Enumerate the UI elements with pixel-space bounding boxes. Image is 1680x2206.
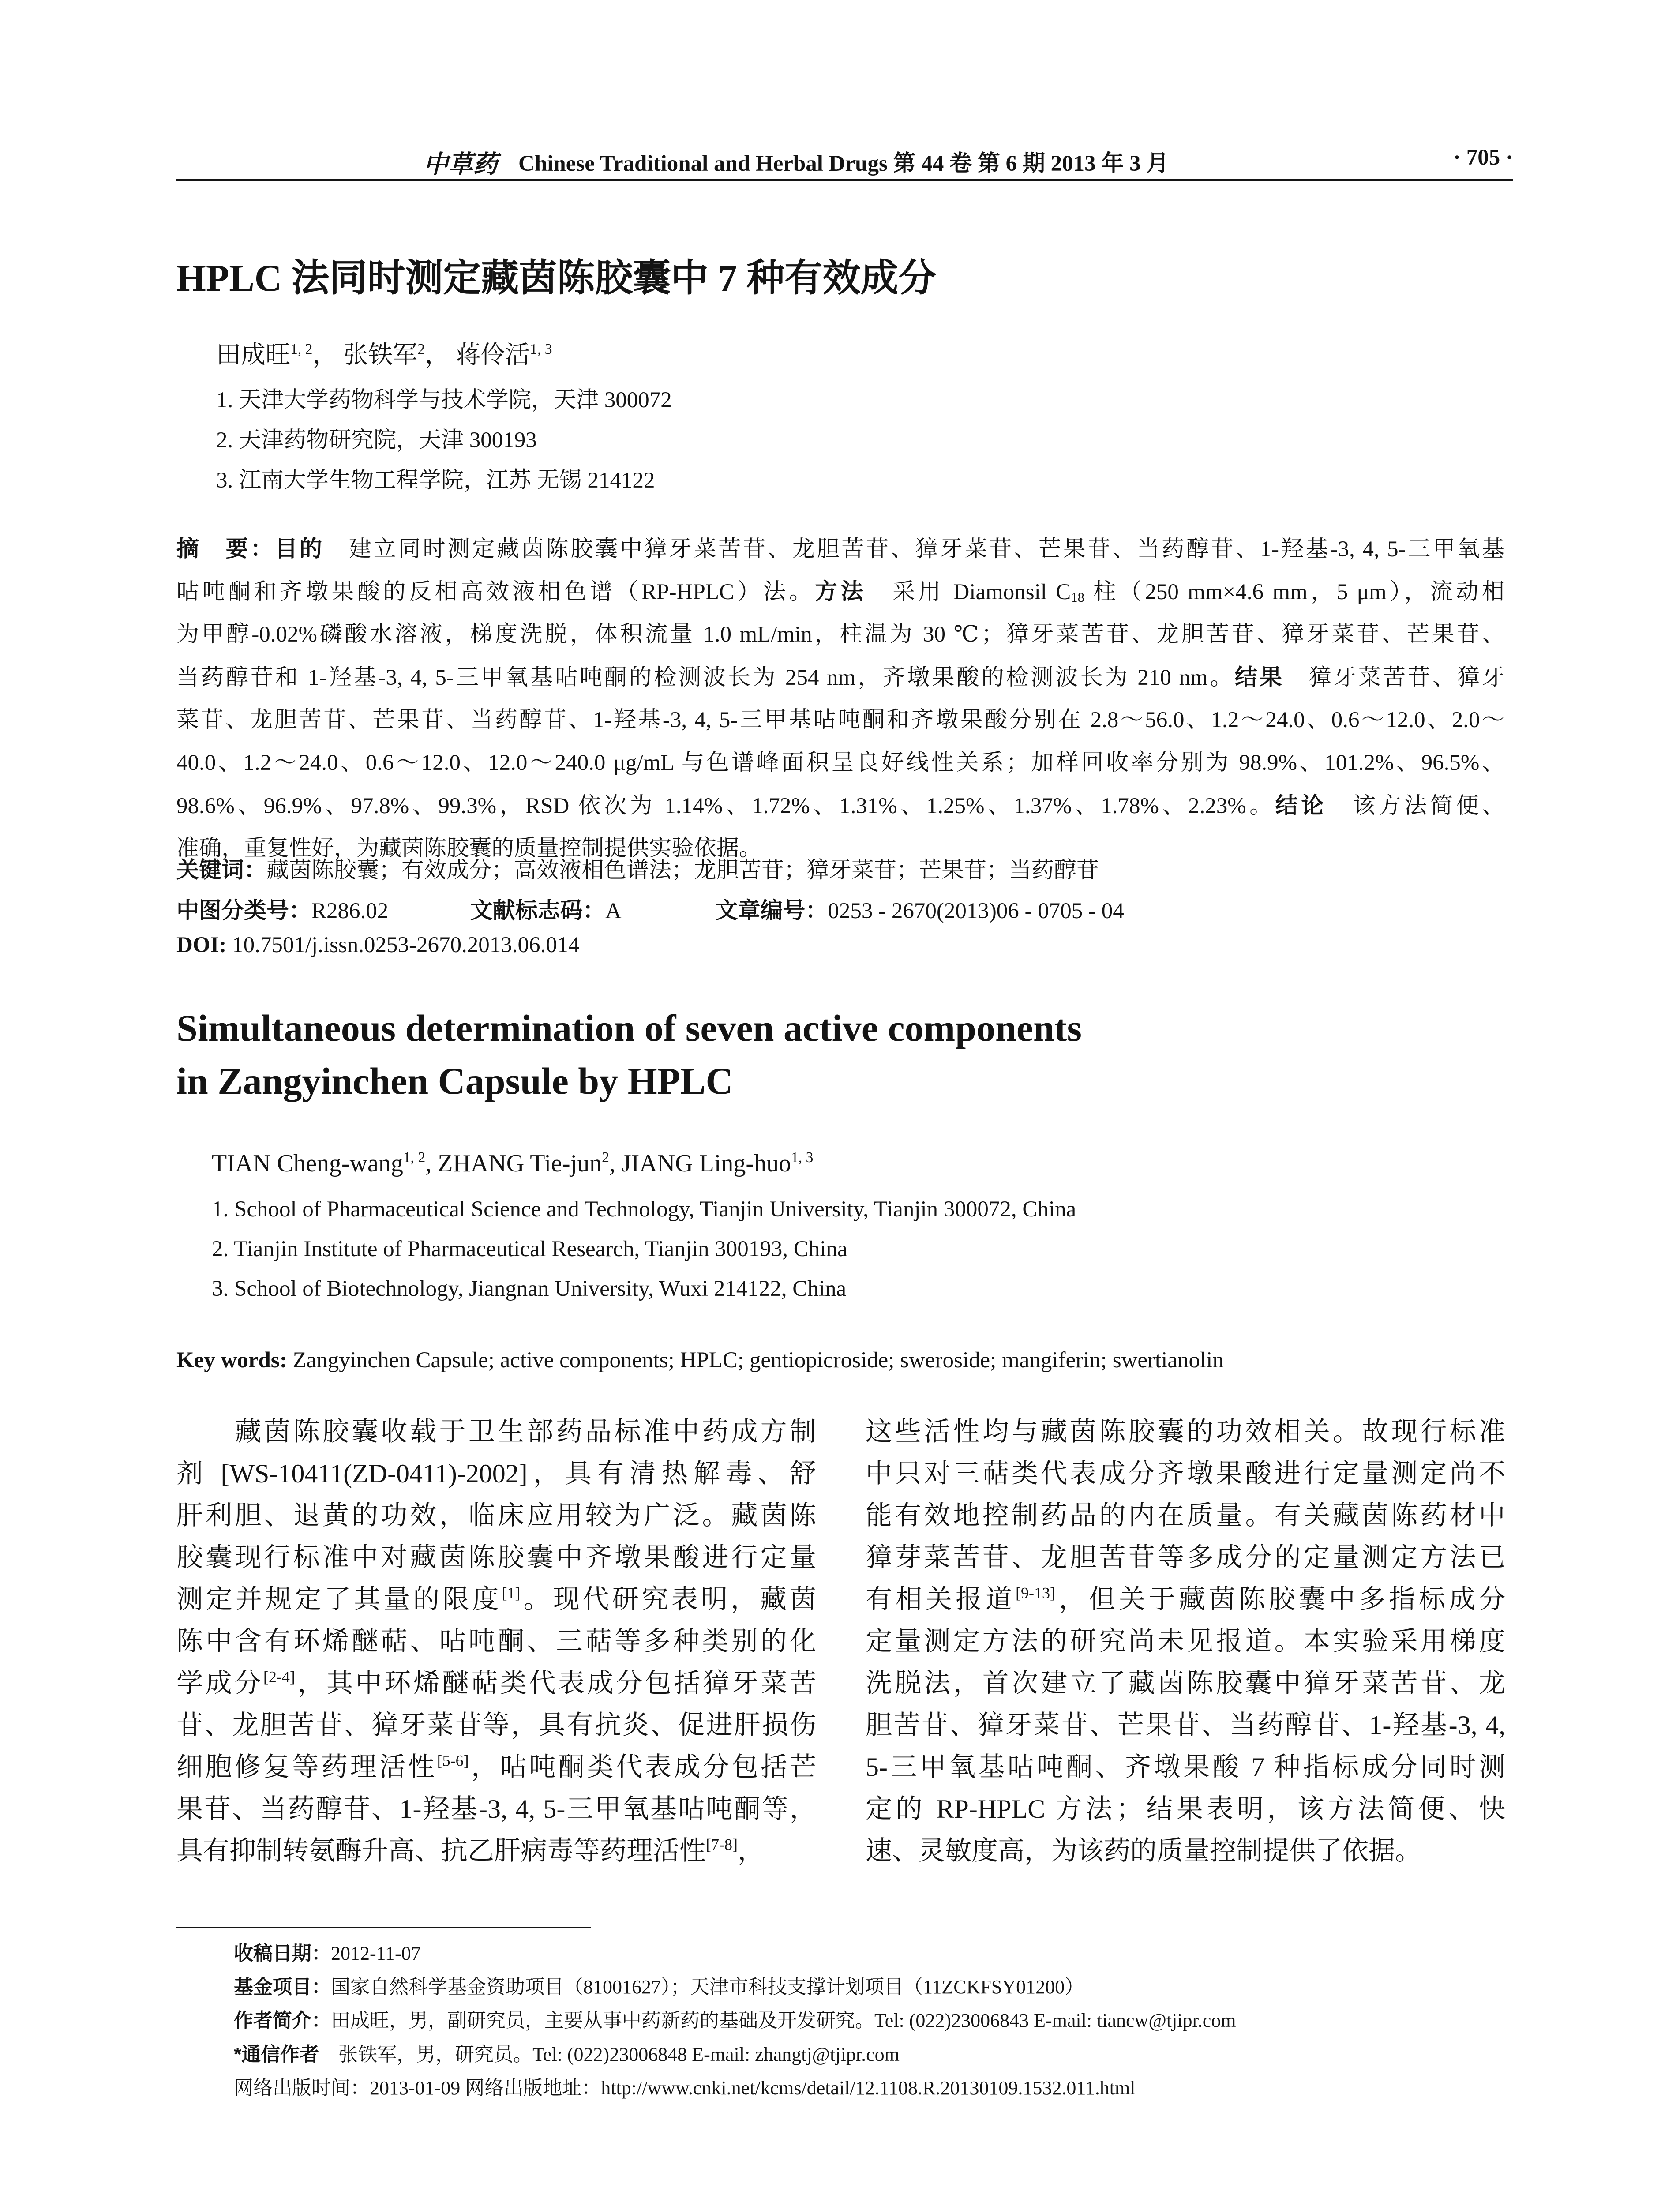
author-affil-mark: 2 xyxy=(602,1149,609,1166)
text-run: 速、灵敏度高，为该药的质量控制提供了依据。 xyxy=(866,1836,1421,1865)
title-english xyxy=(176,1002,1082,1107)
text-run: 当药醇苷和 1-羟基-3, 4, 5-三甲氧基呫吨酮的检测波长为 254 nm，齐墩果酸的检测波长为 210 nm。 xyxy=(176,665,1235,690)
text-run: 獐牙菜苦苷、獐牙 xyxy=(1284,665,1504,690)
text-run: 柱（250 mm×4.6 mm，5 μm），流动相 xyxy=(1084,580,1504,604)
page-number: · 705 · xyxy=(1453,145,1513,170)
author-affil-mark: 1, 3 xyxy=(791,1149,814,1166)
body-line xyxy=(866,1746,1505,1788)
journal-citation: Chinese Traditional and Herbal Drugs 第 44 卷 第 6 期 2013 年 3 月 xyxy=(518,151,1169,176)
footnote-text: 网络出版时间：2013-01-09 网络出版地址：http://www.cnki.net/kcms/detail/12.1108.R.20130109.1532.011.html xyxy=(234,2077,1136,2099)
affiliation-en-3: 3. School of Biotechnology, Jiangnan University, Wuxi 214122, China xyxy=(212,1276,847,1301)
article-no-value: 0253 - 2670(2013)06 - 0705 - 04 xyxy=(828,899,1124,923)
abstract-line xyxy=(176,613,1504,656)
title-english-line: in Zangyinchen Capsule by HPLC xyxy=(176,1060,733,1102)
text-run: 定量测定方法的研究尚未见报道。本实验采用梯度 xyxy=(866,1627,1505,1656)
body-line xyxy=(176,1746,816,1788)
text-run: 苷、龙胆苦苷、獐牙菜苷等，具有抗炎、促进肝损伤 xyxy=(176,1711,816,1740)
abstract-line xyxy=(176,784,1504,827)
text-run: 测定并规定了其量的限度 xyxy=(176,1585,502,1614)
footnote-label: 收稿日期： xyxy=(234,1943,331,1964)
body-line xyxy=(176,1621,816,1662)
text-run: 98.6%、96.9%、97.8%、99.3%，RSD 依次为 1.14%、1.72%、1.31%、1.25%、1.37%、1.78%、2.23%。 xyxy=(176,794,1275,818)
body-line xyxy=(866,1579,1505,1621)
author-name: JIANG Ling-huo xyxy=(621,1150,791,1177)
text-run: ，但关于藏茵陈胶囊中多指标成分 xyxy=(1055,1585,1506,1614)
abstract-line xyxy=(176,656,1504,699)
body-line xyxy=(866,1704,1505,1746)
classification-line xyxy=(176,892,1124,925)
text-run: 具有抑制转氨酶升高、抗乙肝病毒等药理活性 xyxy=(176,1836,706,1865)
body-column-left xyxy=(176,1411,816,1872)
text-run: 定的 RP-HPLC 方法；结果表明，该方法简便、快 xyxy=(866,1794,1505,1823)
journal-logo: 中草药 xyxy=(424,151,498,178)
author-affil-mark: 1, 2 xyxy=(290,341,313,358)
body-line xyxy=(176,1411,816,1453)
title-english-line: Simultaneous determination of seven active components xyxy=(176,1007,1082,1049)
footnote-label: 作者简介： xyxy=(234,2010,331,2031)
body-line xyxy=(176,1453,816,1495)
body-line xyxy=(866,1788,1505,1830)
text-run: 细胞修复等药理活性 xyxy=(176,1752,437,1782)
section-label: 目的 xyxy=(275,536,324,561)
text-run: 准确，重复性好，为藏茵陈胶囊的质量控制提供实验依据。 xyxy=(176,836,762,861)
text-run: 这些活性均与藏茵陈胶囊的功效相关。故现行标准 xyxy=(866,1417,1505,1446)
text-run: 獐芽菜苦苷、龙胆苦苷等多成分的定量测定方法已 xyxy=(866,1543,1505,1572)
doi-line xyxy=(176,932,580,958)
footnote-received xyxy=(234,1937,421,1966)
author-separator: , xyxy=(609,1150,622,1177)
author-name: ZHANG Tie-jun xyxy=(438,1150,602,1177)
body-line xyxy=(176,1495,816,1537)
author-separator: , xyxy=(425,1150,438,1177)
body-line xyxy=(866,1411,1505,1453)
body-line xyxy=(866,1830,1505,1872)
body-line xyxy=(176,1704,816,1746)
doc-code-value: A xyxy=(605,899,620,923)
body-line xyxy=(176,1830,816,1872)
abstract-line xyxy=(176,528,1504,570)
author-name: 蒋伶活 xyxy=(456,341,530,369)
footnote-funding xyxy=(234,1971,1084,1999)
text-run: 40.0、1.2～24.0、0.6～12.0、12.0～240.0 μg/mL 与色谱峰面积呈良好线性关系；加样回收率分别为 98.9%、101.2%、96.5%、 xyxy=(176,750,1504,775)
affiliation-cn-2: 2. 天津药物研究院，天津 300193 xyxy=(216,428,537,453)
footnote-label: *通信作者 xyxy=(234,2044,319,2065)
body-line xyxy=(176,1579,816,1621)
text-run: 呫吨酮和齐墩果酸的反相高效液相色谱（RP-HPLC）法。 xyxy=(176,580,815,604)
text-run: 学成分 xyxy=(176,1669,263,1698)
abstract-chinese xyxy=(176,528,1504,870)
text-run: 洗脱法，首次建立了藏茵陈胶囊中獐牙菜苦苷、龙 xyxy=(866,1669,1505,1698)
text-run: 菜苷、龙胆苦苷、芒果苷、当药醇苷、1-羟基-3, 4, 5-三甲基呫吨酮和齐墩果酸分别在 2.8～56.0、1.2～24.0、0.6～12.0、2.0～ xyxy=(176,708,1504,732)
section-label: 摘 要： xyxy=(176,536,275,561)
section-label: 结论 xyxy=(1275,793,1327,818)
doc-code-label: 文献标志码： xyxy=(470,898,605,923)
author-name: TIAN Cheng-wang xyxy=(212,1150,403,1177)
article-no-label: 文章编号： xyxy=(715,898,828,923)
text-run: 。现代研究表明，藏茵 xyxy=(520,1585,816,1614)
abstract-line xyxy=(176,742,1504,784)
text-run: 陈中含有环烯醚萜、呫吨酮、三萜等多种类别的化 xyxy=(176,1627,816,1656)
body-line xyxy=(176,1788,816,1830)
body-column-right xyxy=(866,1411,1505,1872)
body-line xyxy=(866,1662,1505,1704)
citation-ref: [7-8] xyxy=(706,1835,738,1853)
footnote-text: 国家自然科学基金资助项目（81001627）；天津市科技支撑计划项目（11ZCKFSY01200） xyxy=(331,1976,1084,1998)
body-line xyxy=(866,1537,1505,1579)
text-run: 藏茵陈胶囊收载于卫生部药品标准中药成方制 xyxy=(176,1417,816,1446)
body-line xyxy=(866,1621,1505,1662)
body-line xyxy=(866,1495,1505,1537)
section-label: 方法 xyxy=(815,579,867,604)
body-line xyxy=(176,1662,816,1704)
author-separator: ， xyxy=(312,341,338,369)
author-separator: ， xyxy=(425,341,450,369)
author-name: 张铁军 xyxy=(343,341,418,369)
text-run: 能有效地控制药品的内在质量。有关藏茵陈药材中 xyxy=(866,1501,1505,1530)
footnote-text: 田成旺，男，副研究员，主要从事中药新药的基础及开发研究。Tel: (022)23006843 E-mail: tiancw@tjipr.com xyxy=(331,2010,1236,2031)
keywords-english-text: Zangyinchen Capsule; active components; HPLC; gentiopicroside; sweroside; mangiferin; swertianolin xyxy=(287,1348,1224,1373)
author-affil-mark: 1, 2 xyxy=(403,1149,426,1166)
footnote-author-bio xyxy=(234,2004,1236,2033)
text-run: 剂 [WS-10411(ZD-0411)-2002]，具有清热解毒、舒 xyxy=(176,1459,816,1488)
footnote-text: 2012-11-07 xyxy=(331,1943,421,1964)
author-affil-mark: 1, 3 xyxy=(530,341,552,358)
text-run: 5-三甲氧基呫吨酮、齐墩果酸 7 种指标成分同时测 xyxy=(866,1752,1505,1782)
keywords-chinese xyxy=(176,852,1099,884)
text-run: ，其中环烯醚萜类代表成分包括獐牙菜苦 xyxy=(295,1669,817,1698)
text-run: 该方法简便、 xyxy=(1327,794,1504,818)
clc-label: 中图分类号： xyxy=(176,898,312,923)
citation-ref: [1] xyxy=(502,1584,521,1602)
affiliation-en-1: 1. School of Pharmaceutical Science and Technology, Tianjin University, Tianjin 300072, China xyxy=(212,1197,1076,1222)
text-run: 采用 Diamonsil C xyxy=(866,580,1071,604)
body-line xyxy=(866,1453,1505,1495)
keywords-text: 藏茵陈胶囊；有效成分；高效液相色谱法；龙胆苦苷；獐牙菜苷；芒果苷；当药醇苷 xyxy=(266,858,1099,883)
footnote-label: 基金项目： xyxy=(234,1976,331,1998)
citation-ref: [9-13] xyxy=(1016,1584,1055,1602)
affiliation-cn-1: 1. 天津大学药物科学与技术学院，天津 300072 xyxy=(216,388,672,413)
abstract-line xyxy=(176,570,1504,613)
authors-chinese xyxy=(216,335,552,371)
text-run: 果苷、当药醇苷、1-羟基-3, 4, 5-三甲氧基呫吨酮等， xyxy=(176,1794,816,1823)
running-header xyxy=(176,142,1513,177)
affiliation-cn-3: 3. 江南大学生物工程学院，江苏 无锡 214122 xyxy=(216,468,655,493)
footnote-corresponding xyxy=(234,2038,900,2067)
keywords-english xyxy=(176,1347,1224,1373)
text-run: ， xyxy=(737,1836,764,1865)
clc-value: R286.02 xyxy=(311,899,389,923)
author-affil-mark: 2 xyxy=(417,341,425,358)
title-chinese: HPLC 法同时测定藏茵陈胶囊中 7 种有效成分 xyxy=(176,257,937,299)
section-label: 结果 xyxy=(1234,664,1284,690)
doi-value: 10.7501/j.issn.0253-2670.2013.06.014 xyxy=(226,933,580,957)
keywords-english-label: Key words: xyxy=(176,1348,287,1373)
text-run: 胶囊现行标准中对藏茵陈胶囊中齐墩果酸进行定量 xyxy=(176,1543,816,1572)
text-run: 中只对三萜类代表成分齐墩果酸进行定量测定尚不 xyxy=(866,1459,1505,1488)
text-run: 为甲醇-0.02%磷酸水溶液，梯度洗脱，体积流量 1.0 mL/min，柱温为 30 ℃；獐牙菜苦苷、龙胆苦苷、獐牙菜苷、芒果苷、 xyxy=(176,622,1504,647)
text-run: 建立同时测定藏茵陈胶囊中獐牙菜苦苷、龙胆苦苷、獐牙菜苷、芒果苷、当药醇苷、1-羟基-3, 4, 5-三甲氧基 xyxy=(324,537,1504,562)
footnote-text: 张铁军，男，研究员。Tel: (022)23006848 E-mail: zhangtj@tjipr.com xyxy=(319,2044,900,2065)
body-line xyxy=(176,1537,816,1579)
text-run: 有相关报道 xyxy=(866,1585,1016,1614)
citation-ref: [2-4] xyxy=(263,1668,295,1686)
text-run: 胆苦苷、獐牙菜苷、芒果苷、当药醇苷、1-羟基-3, 4, xyxy=(866,1711,1505,1740)
text-run: 肝利胆、退黄的功效，临床应用较为广泛。藏茵陈 xyxy=(176,1501,816,1530)
header-rule xyxy=(176,179,1513,181)
footnote-rule xyxy=(176,1927,591,1928)
footnote-online xyxy=(234,2072,1135,2100)
affiliation-en-2: 2. Tianjin Institute of Pharmaceutical Research, Tianjin 300193, China xyxy=(212,1237,848,1261)
keywords-label: 关键词： xyxy=(176,857,267,882)
authors-english xyxy=(212,1149,813,1178)
subscript: 18 xyxy=(1071,590,1084,605)
author-name: 田成旺 xyxy=(216,341,290,369)
doi-label: DOI: xyxy=(176,933,227,957)
citation-ref: [5-6] xyxy=(437,1752,469,1770)
abstract-line xyxy=(176,699,1504,742)
text-run: ，呫吨酮类代表成分包括芒 xyxy=(469,1752,817,1782)
